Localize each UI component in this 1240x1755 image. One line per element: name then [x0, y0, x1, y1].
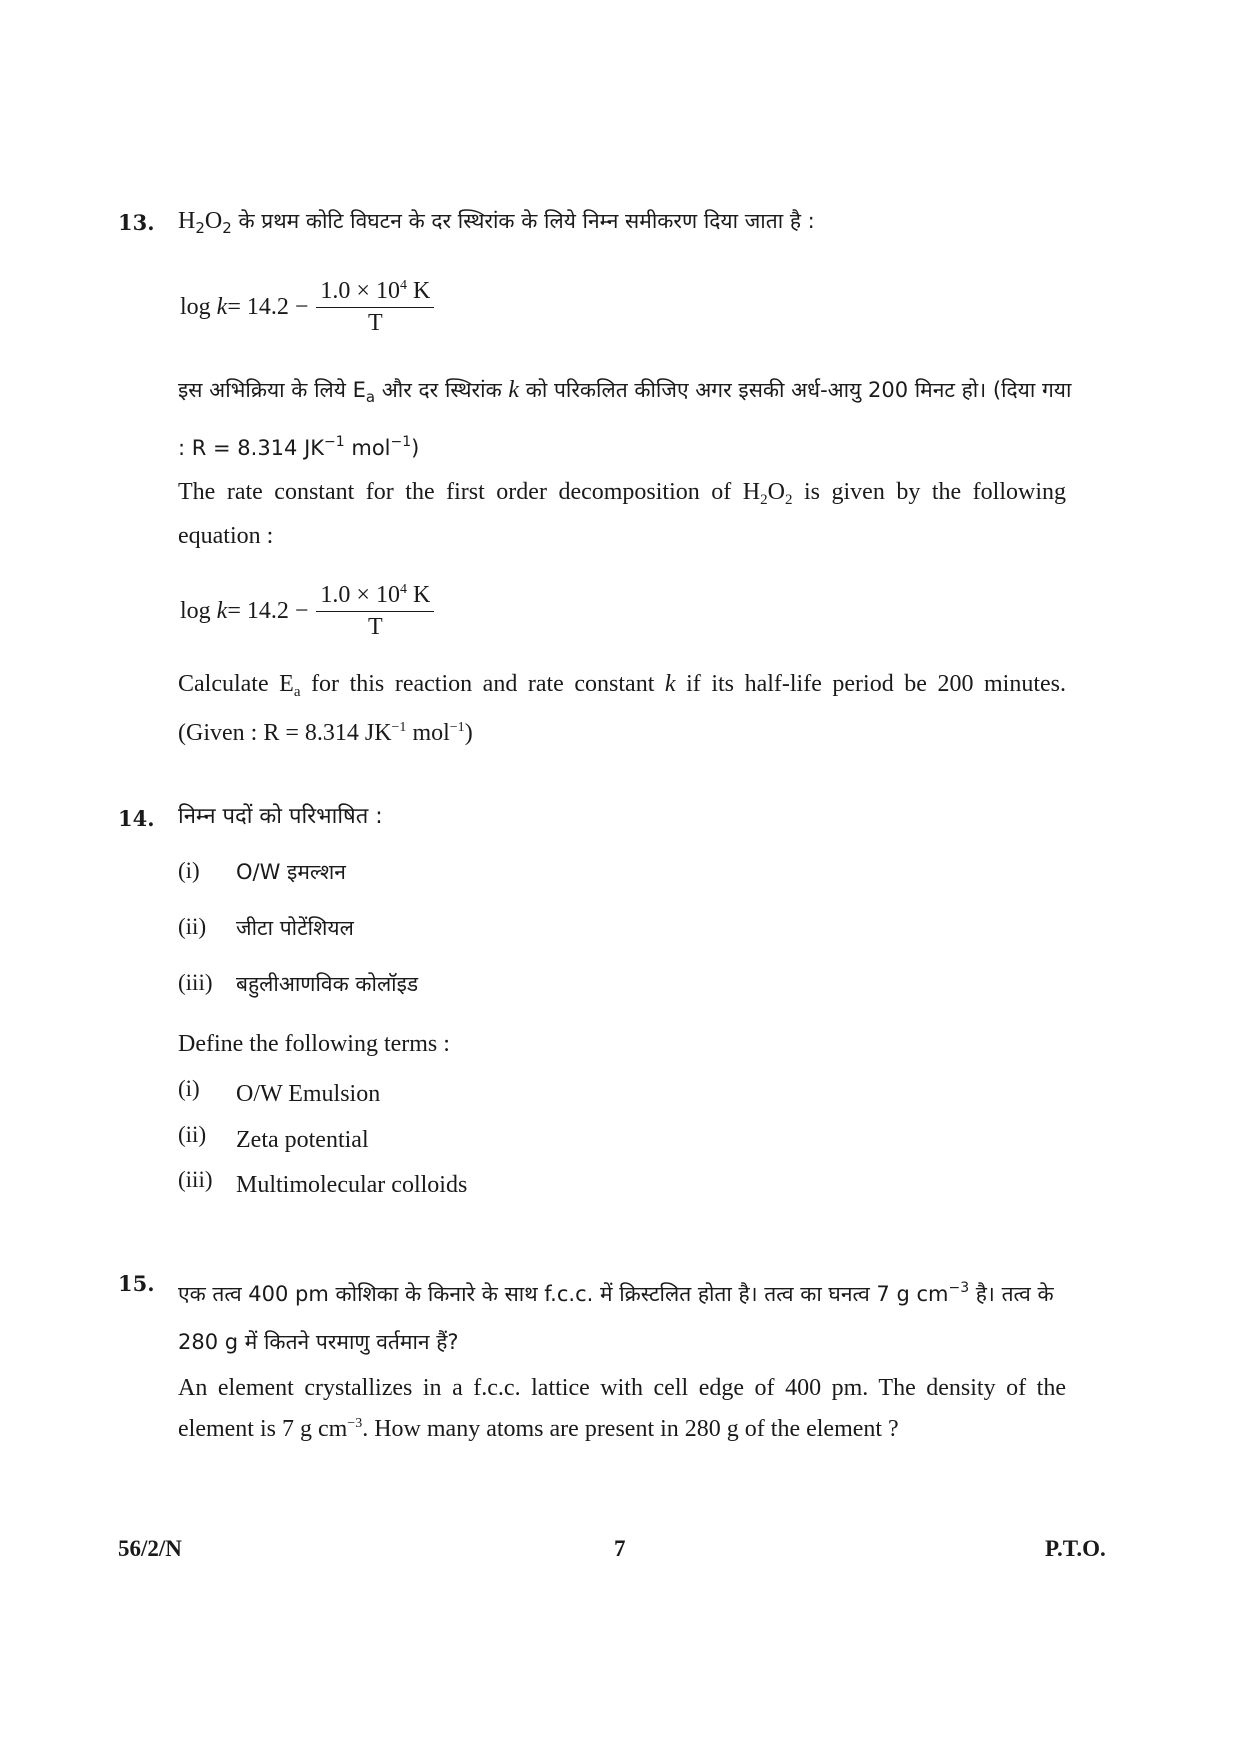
q14-hindi-intro: निम्न पदों को परिभाषित :	[178, 804, 383, 829]
q14-hindi-item: (i) O/W इमल्शन	[178, 858, 346, 884]
question-13-number: 13.	[118, 210, 155, 235]
q14-english-item: (ii) Zeta potential	[178, 1122, 369, 1153]
q13-equation-english: log k = 14.2 − $\frac{1.0 \times 10^4 K}{T}$	[180, 582, 434, 641]
question-14-number: 14.	[118, 806, 155, 831]
q15-hindi-question: एक तत्व 400 pm कोशिका के किनारे के साथ f.c.c. में क्रिस्टलित होता है। तत्व का घनत्व 7 g $cm^{-3}$ है। तत्व के 280 g में कितने परमाणु वर्तमान हैं?	[178, 1280, 1054, 1354]
q14-english-item: (i) O/W Emulsion	[178, 1076, 381, 1107]
q13-equation-hindi: log k = 14.2 − $\frac{1.0 \times 10^4 K}{T}$	[180, 278, 434, 337]
pto-label: P.T.O.	[1045, 1536, 1106, 1561]
paper-code: 56/2/N	[118, 1536, 182, 1561]
q14-english-intro: Define the following terms :	[178, 1031, 450, 1057]
q13-english-intro: The rate constant for the first order decomposition of $H_2O_2$ is given by the following equation :	[178, 479, 1067, 549]
q14-hindi-item: (ii) जीटा पोटेंशियल	[178, 914, 354, 940]
page-number: 7	[614, 1536, 626, 1561]
q14-english-item: (iii) Multimolecular colloids	[178, 1167, 468, 1198]
q15-english-question: An element crystallizes in a f.c.c. lattice with cell edge of 400 pm. The density of the element is 7 g $cm^{-3}$. How many atoms are present in 280 g of the element ?	[178, 1375, 1066, 1442]
q14-hindi-item: (iii) बहुलीआणविक कोलॉइड	[178, 970, 419, 996]
q13-english-question: Calculate $E_a$ for this reaction and rate constant k if its half-life period be 200 minutes. (Given : R = 8.314 $JK^{-1}$ mol$^{-1}$)	[178, 671, 1067, 746]
question-15-number: 15.	[118, 1271, 155, 1296]
q13-hindi-question: इस अभिक्रिया के लिये $E_a$ और दर स्थिरांक k को परिकलित कीजिए अगर इसकी अर्ध-आयु 200 मिनट हो। (दिया गया : R = 8.314 $JK^{-1}$ mol$^{-1}$)	[178, 377, 1072, 460]
q13-hindi-intro: $H_2O_2$ के प्रथम कोटि विघटन के दर स्थिरांक के लिये निम्न समीकरण दिया जाता है :	[178, 208, 815, 237]
